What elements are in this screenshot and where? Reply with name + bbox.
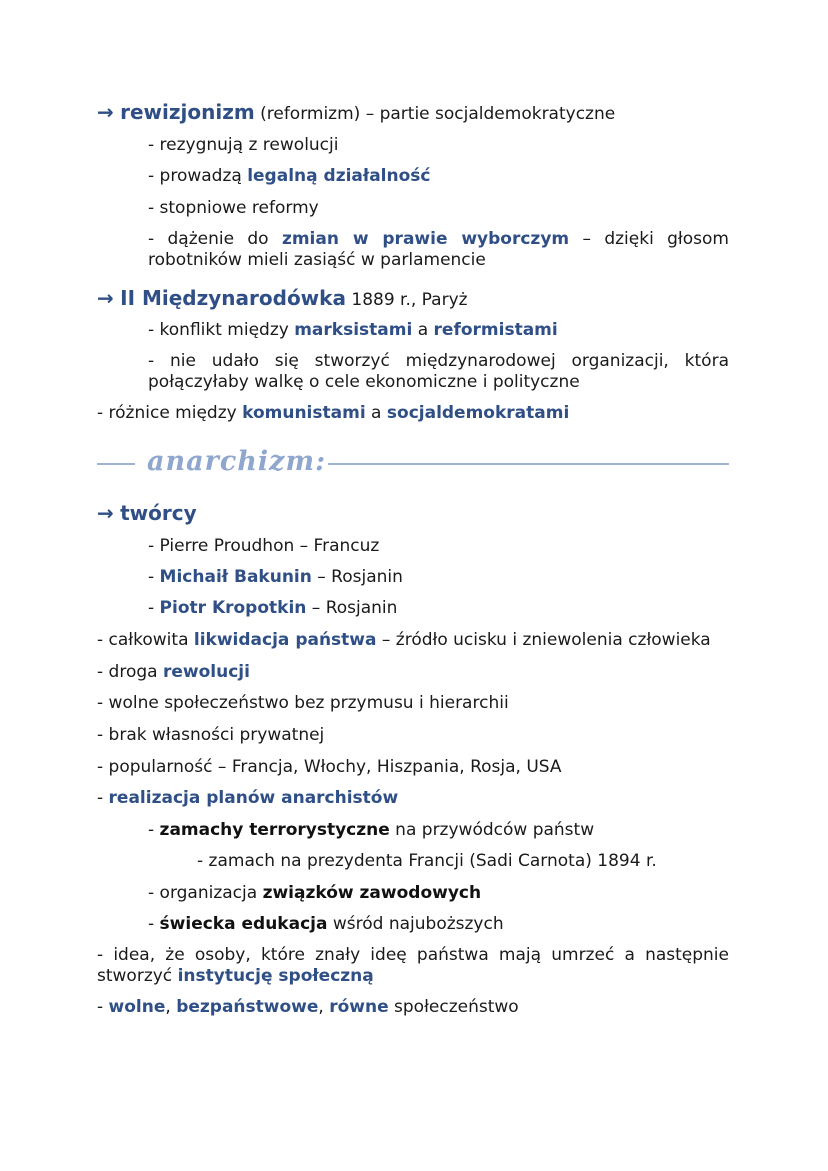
- arrow-right-icon: →: [97, 100, 114, 124]
- list-item: [148, 883, 729, 904]
- list-item: [97, 945, 729, 987]
- list-item: [97, 403, 729, 424]
- list-item: [148, 598, 729, 619]
- item-text: -: [148, 820, 160, 840]
- item-text: - nie udało się stworzyć międzynarodowej organizacji, która połączyłaby walkę o cele ekonomiczne i polityczne: [148, 351, 729, 392]
- list-item: [97, 757, 729, 778]
- item-text: - idea, że osoby, które znały ideę państwa mają umrzeć a następnie stworzyć: [97, 945, 729, 986]
- item-text: - prowadzą: [148, 166, 248, 186]
- term-tworcy: twórcy: [120, 501, 197, 525]
- list-item: [148, 198, 729, 219]
- item-bold: likwidacja państwa: [193, 630, 377, 650]
- item-bold: związków zawodowych: [262, 883, 482, 903]
- item-bold: bezpaństwowe: [176, 997, 319, 1017]
- item-text: - Pierre Proudhon – Francuz: [148, 536, 380, 556]
- heading-rule-right: [328, 463, 729, 465]
- item-text: a: [412, 320, 434, 340]
- list-item: [148, 914, 729, 935]
- item-text: - dążenie do: [148, 229, 282, 249]
- list-item: [148, 536, 729, 557]
- rewizjonizm-desc: (reformizm) – partie socjaldemokratyczne: [254, 104, 616, 124]
- item-bold: reformistami: [433, 320, 558, 340]
- item-bold: socjaldemokratami: [386, 403, 570, 423]
- item-bold: legalną działalność: [247, 166, 431, 186]
- miedzynarodowka-line: [97, 286, 729, 312]
- item-text: -: [97, 997, 109, 1017]
- item-text: - stopniowe reformy: [148, 198, 319, 218]
- item-text: wśród najuboższych: [327, 914, 504, 934]
- item-text: - wolne społeczeństwo bez przymusu i hierarchii: [97, 693, 509, 713]
- list-item: [97, 788, 729, 809]
- item-bold: komunistami: [242, 403, 366, 423]
- item-text: -: [148, 914, 160, 934]
- item-bold: zmian w prawie wyborczym: [281, 229, 570, 249]
- item-text: - rezygnują z rewolucji: [148, 135, 339, 155]
- item-text: a: [365, 403, 387, 423]
- item-text: - konflikt między: [148, 320, 295, 340]
- arrow-right-icon: →: [97, 286, 114, 310]
- item-text: -: [148, 567, 160, 587]
- list-item: [148, 320, 729, 341]
- miedzynarodowka-desc: 1889 r., Paryż: [345, 290, 468, 310]
- item-text: ,: [318, 997, 330, 1017]
- term-rewizjonizm: rewizjonizm: [120, 100, 255, 124]
- list-item: [148, 135, 729, 156]
- rewizjonizm-line: [97, 100, 729, 126]
- item-bold: zamachy terrorystyczne: [159, 820, 390, 840]
- list-item: [97, 997, 729, 1018]
- heading-rule-left: [97, 463, 135, 465]
- list-item: [148, 567, 729, 588]
- heading-title: anarchizm:: [147, 446, 327, 477]
- item-bold: równe: [329, 997, 389, 1017]
- item-text: - droga: [97, 662, 163, 682]
- item-text: ,: [165, 997, 177, 1017]
- list-item: [97, 693, 729, 714]
- item-text: – Rosjanin: [306, 598, 398, 618]
- item-bold: rewolucji: [162, 662, 250, 682]
- item-text: społeczeństwo: [388, 997, 519, 1017]
- list-item: [97, 662, 729, 683]
- list-item: [97, 630, 729, 651]
- term-miedzynarodowka: II Międzynarodówka: [120, 286, 346, 310]
- item-text: - popularność – Francja, Włochy, Hiszpania, Rosja, USA: [97, 757, 562, 777]
- item-text: - całkowita: [97, 630, 194, 650]
- item-bold: instytucję społeczną: [177, 966, 374, 986]
- tworcy-line: [97, 501, 729, 525]
- item-text: – źródło ucisku i zniewolenia człowieka: [376, 630, 711, 650]
- item-bold: Michaił Bakunin: [159, 567, 312, 587]
- item-text: - brak własności prywatnej: [97, 725, 325, 745]
- item-text: -: [97, 788, 109, 808]
- item-bold: Piotr Kropotkin: [159, 598, 307, 618]
- list-item: [148, 351, 729, 393]
- item-text: - różnice między: [97, 403, 243, 423]
- list-item: [148, 229, 729, 271]
- list-item: [148, 166, 729, 187]
- list-item: [97, 725, 729, 746]
- arrow-right-icon: →: [97, 501, 114, 525]
- item-text: na przywódców państw: [389, 820, 595, 840]
- item-bold: wolne: [108, 997, 166, 1017]
- item-text: - zamach na prezydenta Francji (Sadi Carnota) 1894 r.: [197, 851, 657, 871]
- item-bold: marksistami: [294, 320, 413, 340]
- item-text: – dzięki głosom robotników mieli zasiąść w parlamencie: [148, 229, 729, 270]
- section-heading: [97, 446, 729, 482]
- list-item: [197, 851, 729, 872]
- item-bold: świecka edukacja: [159, 914, 328, 934]
- item-bold: realizacja planów anarchistów: [108, 788, 399, 808]
- item-text: - organizacja: [148, 883, 263, 903]
- item-text: – Rosjanin: [311, 567, 403, 587]
- item-text: -: [148, 598, 160, 618]
- list-item: [148, 820, 729, 841]
